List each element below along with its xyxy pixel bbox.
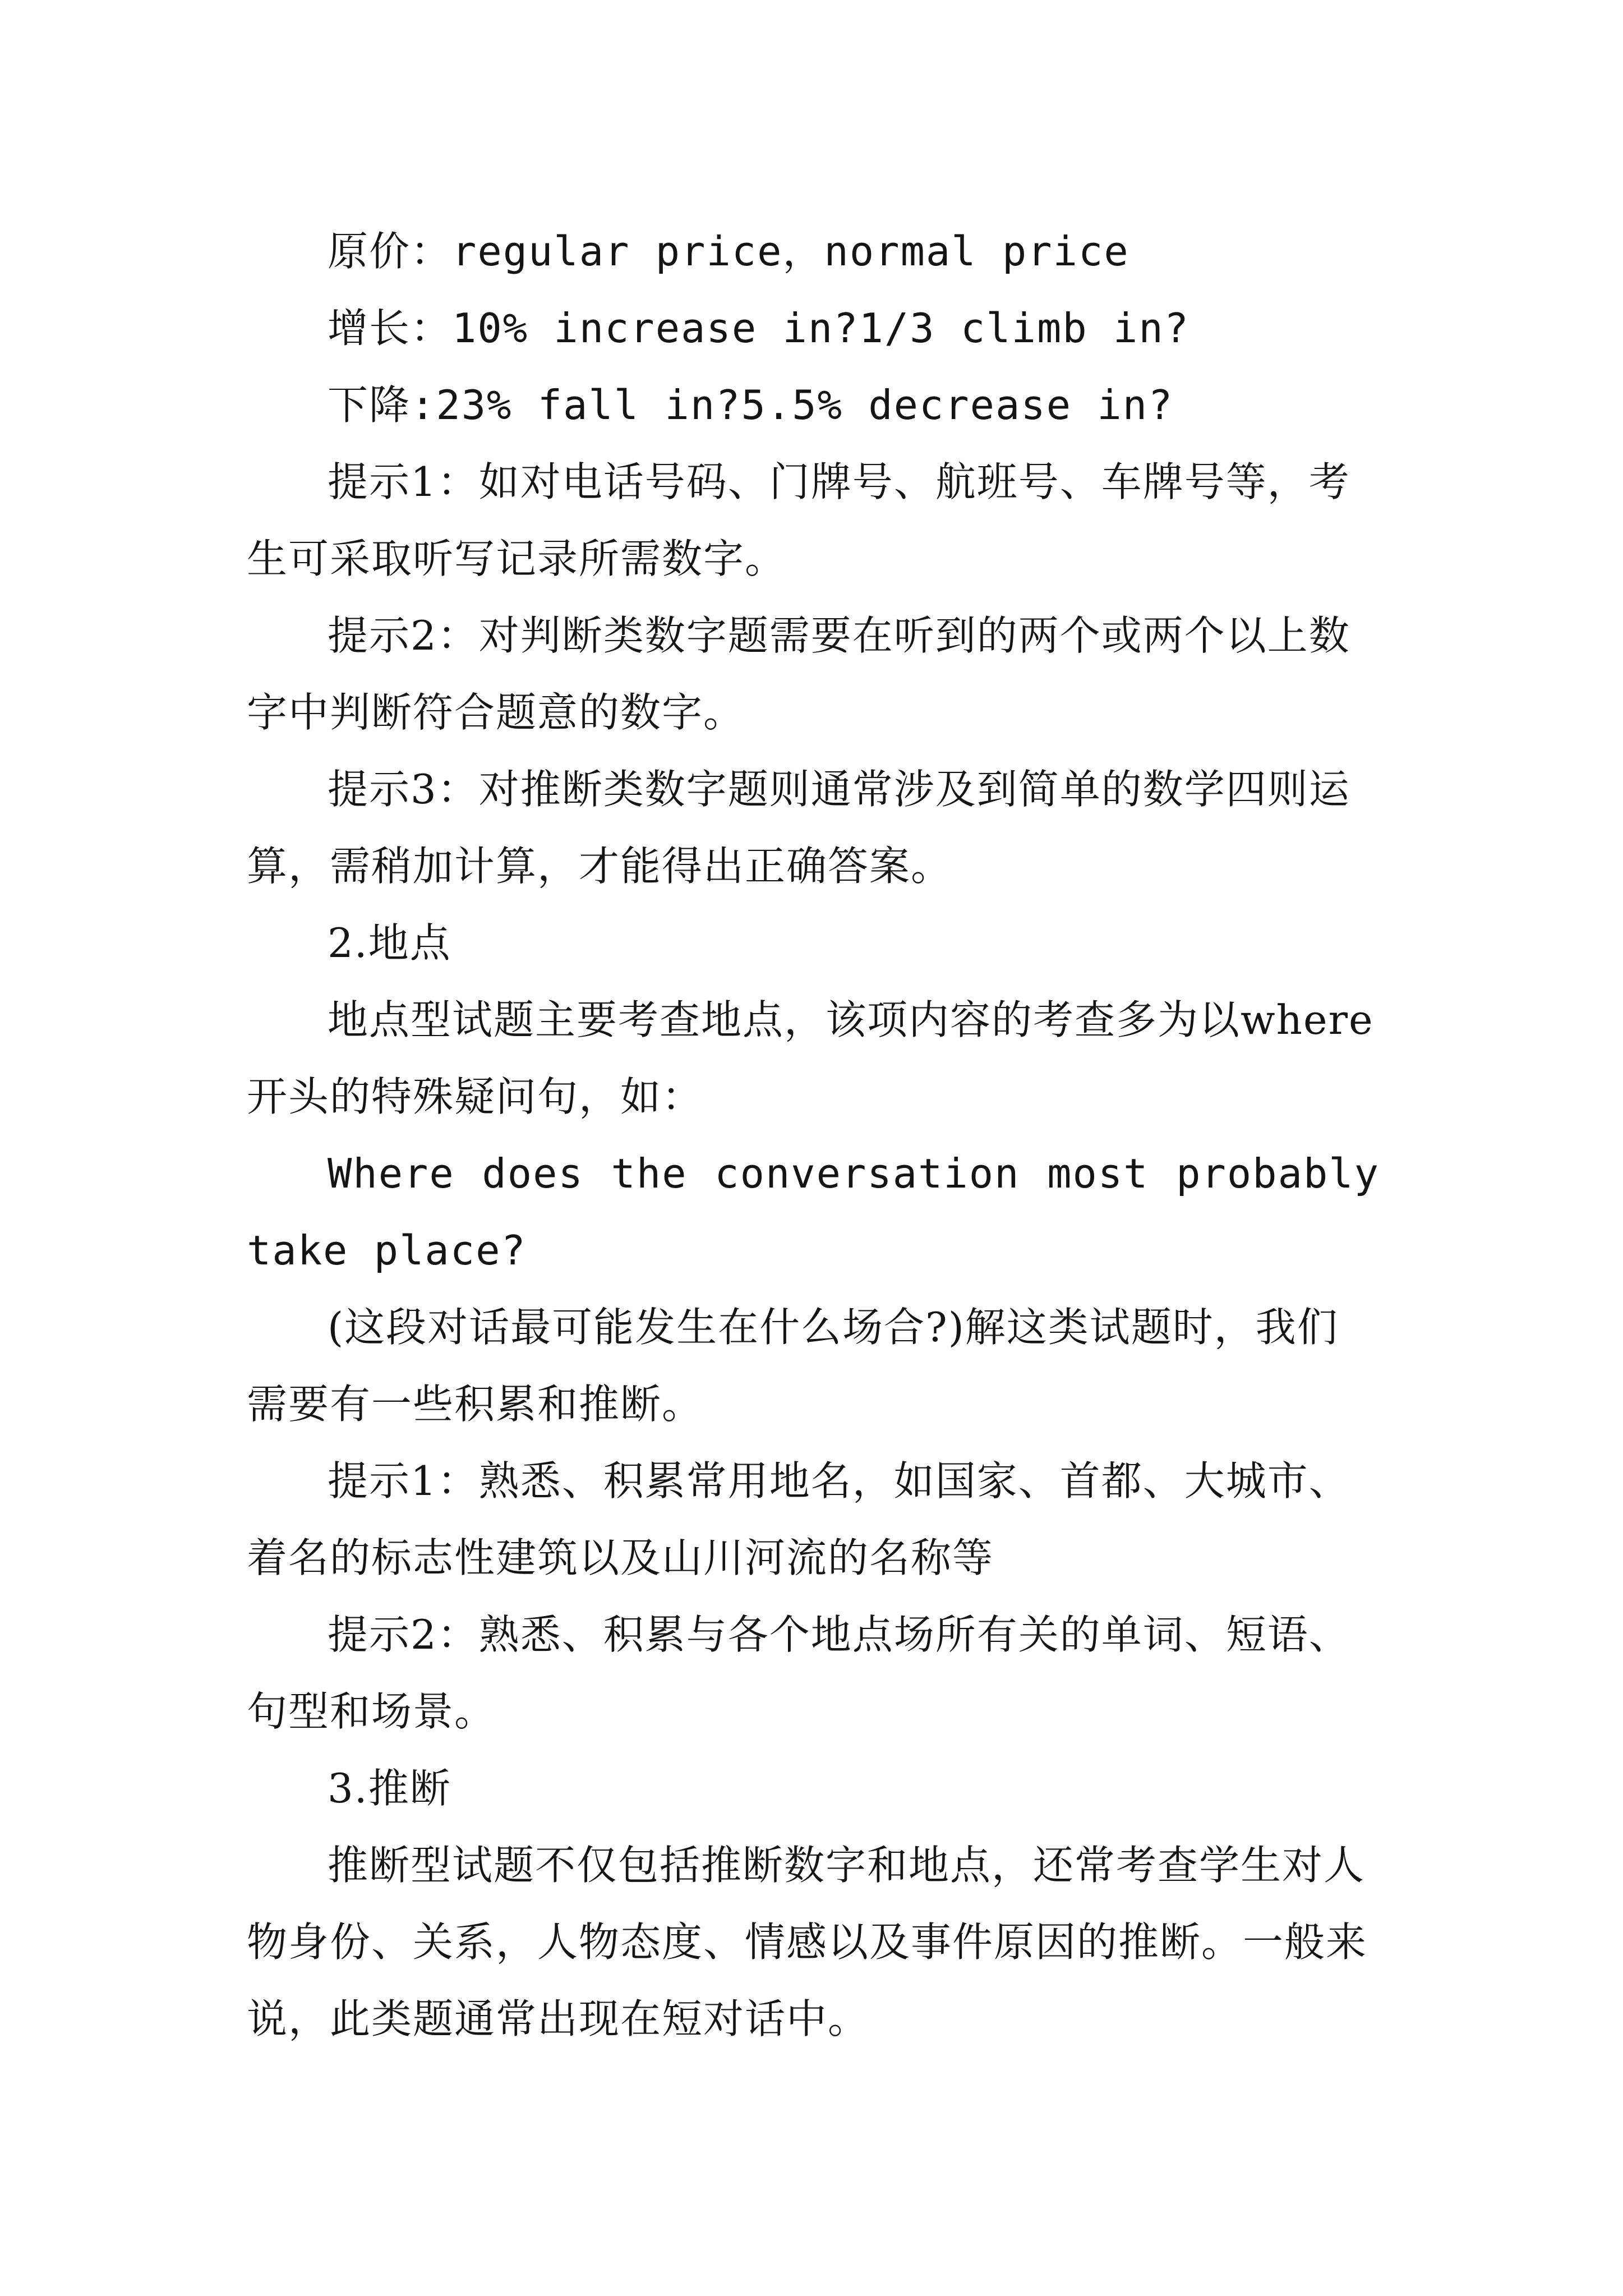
paragraph-location-intro: 地点型试题主要考查地点，该项内容的考查多为以where开头的特殊疑问句，如： [247, 996, 1374, 1120]
paragraph-tip-1-location: 提示1：熟悉、积累常用地名，如国家、首都、大城市、着名的标志性建筑以及山川河流的名称等 [247, 1457, 1350, 1581]
paragraph-tip-2-location: 提示2：熟悉、积累与各个地点场所有关的单词、短语、句型和场景。 [247, 1611, 1350, 1735]
paragraph-tip-2-numbers: 提示2：对判断类数字题需要在听到的两个或两个以上数字中判断符合题意的数字。 [247, 612, 1350, 736]
section-heading-inference: 3.推断 [328, 1765, 451, 1812]
paragraph-tip-1-numbers: 提示1：如对电话号码、门牌号、航班号、车牌号等，考生可采取听写记录所需数字。 [247, 458, 1350, 582]
paragraph-inference-intro: 推断型试题不仅包括推断数字和地点，还常考查学生对人物身份、关系，人物态度、情感以及事件原因的推断。一般来说，此类题通常出现在短对话中。 [247, 1842, 1368, 2042]
paragraph-increase: 增长：10% increase in?1/3 climb in? [328, 305, 1190, 352]
section-heading-location: 2.地点 [328, 919, 451, 967]
paragraph-tip-3-numbers: 提示3：对推断类数字题则通常涉及到简单的数学四则运算，需稍加计算，才能得出正确答案。 [247, 766, 1350, 890]
document-body [247, 213, 1380, 2058]
paragraph-regular-price: 原价：regular price，normal price [328, 228, 1129, 275]
paragraph-example-translation: (这段对话最可能发生在什么场合?)解这类试题时，我们需要有一些积累和推断。 [247, 1304, 1339, 1428]
paragraph-decrease: 下降:23% fall in?5.5% decrease in? [328, 381, 1174, 429]
paragraph-example-question: Where does the conversation most probably take place? [247, 1150, 1380, 1274]
